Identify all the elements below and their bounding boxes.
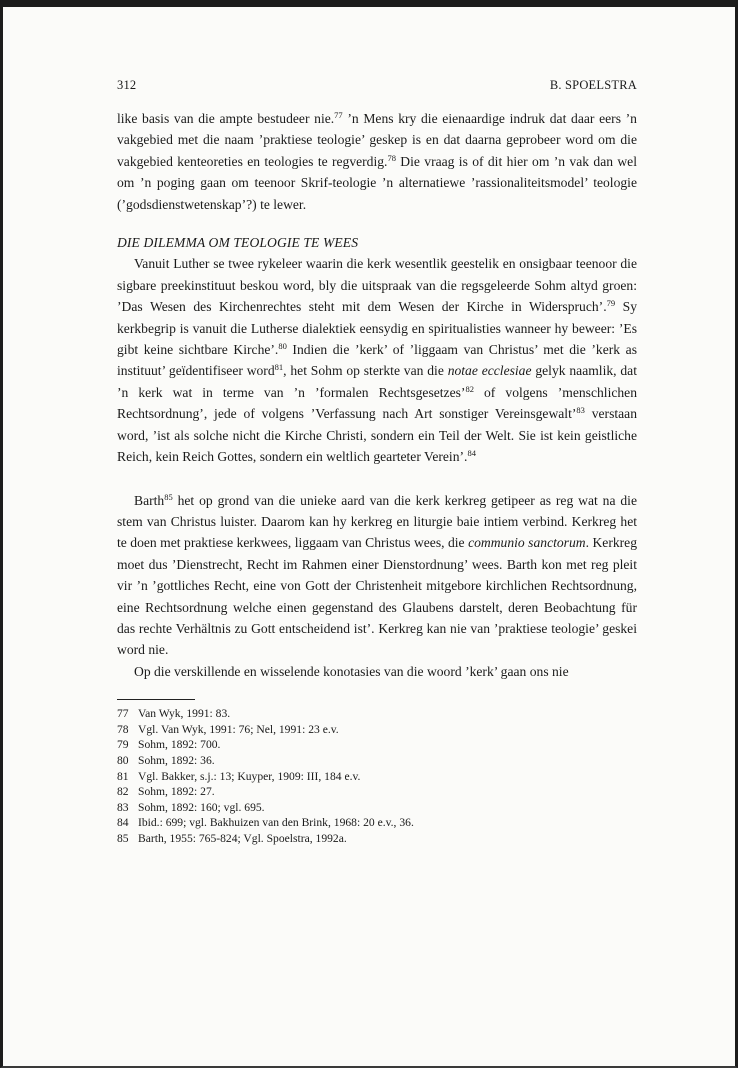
text-run: Indien die ’kerk’ of ’liggaam van Christus’ met die ’kerk as instituut’ geïdentifiseer word	[117, 342, 637, 379]
footnote-item	[117, 769, 637, 785]
footnote-item	[117, 784, 637, 800]
text-run: Op die verskillende en wisselende konotasies van die woord ’kerk’ gaan ons nie	[134, 663, 569, 679]
footnote-number: 85	[117, 831, 129, 845]
text-run: Barth	[134, 492, 165, 508]
footnote-number: 79	[117, 738, 129, 752]
footnote-text: Vgl. Van Wyk, 1991: 76; Nel, 1991: 23 e.v.	[138, 722, 339, 736]
footnote-divider	[117, 699, 195, 700]
paragraph-3	[117, 490, 637, 661]
footnote-item	[117, 737, 637, 753]
footnote-item	[117, 831, 637, 847]
italic-term: notae ecclesiae	[447, 363, 532, 379]
paragraph-4	[117, 661, 637, 682]
footnote-ref[interactable]: 79	[606, 298, 616, 309]
footnote-item	[117, 722, 637, 738]
text-run: Sy kerkbegrip is vanuit die Lutherse dialektiek eensydig en spiritualisties wanneer hy beweer: ’Es gibt keine sichtbare Kirche’.	[117, 299, 637, 358]
footnote-ref[interactable]: 78	[387, 152, 396, 163]
footnote-ref[interactable]: 82	[465, 383, 474, 394]
footnote-number: 77	[117, 707, 129, 721]
text-run: verstaan word, ’ist als solche nicht die Kirche Christi, sondern ein Teil der Welt. Sie ist kein geistliche Reich, kein Reich Gottes, sondern ein weltlich gearteter Verein’.	[117, 406, 638, 465]
footnote-item	[117, 800, 637, 816]
running-head-author: B. SPOELSTRA	[549, 78, 637, 92]
footnote-text: Ibid.: 699; vgl. Bakhuizen van den Brink, 1968: 20 e.v., 36.	[138, 816, 414, 830]
footnote-text: Sohm, 1892: 36.	[138, 753, 215, 767]
footnote-ref[interactable]: 77	[334, 110, 343, 120]
footnote-number: 83	[117, 800, 129, 814]
text-run: gelyk naamlik, dat ’n kerk wat in terme van ’n ’formalen Rechtsgesetzes’	[117, 363, 637, 400]
paragraph-2	[117, 253, 637, 467]
footnote-ref[interactable]: 81	[274, 362, 284, 373]
footnote-number: 84	[117, 816, 129, 830]
text-run: Die vraag is of dit hier om ’n vak dan wel om ’n poging gaan om teenoor Skrif-teologie ’n alternatiewe ’rassionaliteitsmodel’ teologie (’godsdienstwetenskap’?) te lewer.	[117, 153, 637, 212]
running-head	[117, 78, 637, 108]
footnote-item	[117, 753, 637, 769]
text-run: of volgens ’menschlichen Rechtsordnung’, jede of volgens ’Verfassung nach Art sonstiger Vereinsgewalt’	[117, 384, 638, 422]
footnote-number: 78	[117, 722, 129, 736]
footnote-ref[interactable]: 80	[278, 341, 287, 352]
page-body	[117, 78, 637, 847]
footnote-ref[interactable]: 83	[576, 405, 585, 416]
footnote-ref[interactable]: 85	[164, 491, 173, 502]
footnote-text: Barth, 1955: 765-824; Vgl. Spoelstra, 1992a.	[138, 831, 347, 845]
text-run: , het Sohm op sterkte van die	[283, 363, 448, 379]
italic-term: communio sanctorum	[468, 535, 586, 551]
footnote-item	[117, 815, 637, 831]
footnote-text: Sohm, 1892: 27.	[138, 785, 215, 799]
page-number: 312	[117, 78, 137, 92]
text-run: Vanuit Luther se twee rykeleer waarin die kerk wesentlik geestelik en onsigbaar teenoor die sigbare preekinstituut beskou word, bly die uitspraak van die regsgeleerde Sohm altyd groen: ’Das Wesen des Kirchenrechtes steht mit dem Wesen der Kirche in Widerspruch’.	[117, 256, 637, 315]
footnote-text: Sohm, 1892: 160; vgl. 695.	[138, 800, 265, 814]
footnote-text: Vgl. Bakker, s.j.: 13; Kuyper, 1909: III, 184 e.v.	[138, 769, 361, 783]
text-run: het op grond van die unieke aard van die kerk kerkreg getipeer as reg wat na die stem van Christus luister. Daarom kan hy kerkreg en liturgie baie intiem verbind. Kerkreg het te doen met praktiese kerkwees, liggaam van Christus wees, die	[117, 492, 637, 551]
text-run: ’n Mens kry die eienaardige indruk dat daar eers ’n vakgebied met die naam ’praktiese teologie’ geskep is en dat daarna geprobeer word om die vakgebied kenteoreties en teologies te regverdig.	[117, 111, 637, 169]
paragraph-gap	[117, 468, 637, 490]
paragraph-1	[117, 108, 637, 215]
footnote-number: 80	[117, 753, 129, 767]
section-heading: DIE DILEMMA OM TEOLOGIE TE WEES	[117, 235, 359, 251]
text-run: . Kerkreg moet dus ’Dienstrecht, Recht im Rahmen einer Dienstordnung’ wees. Barth kon met reg pleit vir ’n ’gottliches Recht, eine von Gott der Christenheit mitgebore kirchlichen Rechtsordnung, eine Rechtsordnung welche einen gegenstand des Glaubens darstelt, deren Beobachtung für das rechte Verhältnis zu Gott entscheidend ist’. Kerkreg kan nie van ’praktiese teologie’ geskei word nie.	[117, 535, 637, 658]
text-run: like basis van die ampte bestudeer nie.	[117, 111, 335, 126]
footnote-item	[117, 706, 637, 722]
footnote-number: 82	[117, 785, 129, 799]
footnote-number: 81	[117, 769, 129, 783]
footnote-text: Van Wyk, 1991: 83.	[138, 707, 231, 721]
footnote-list	[117, 706, 637, 846]
footnote-text: Sohm, 1892: 700.	[138, 738, 221, 752]
footnote-ref[interactable]: 84	[467, 448, 476, 459]
